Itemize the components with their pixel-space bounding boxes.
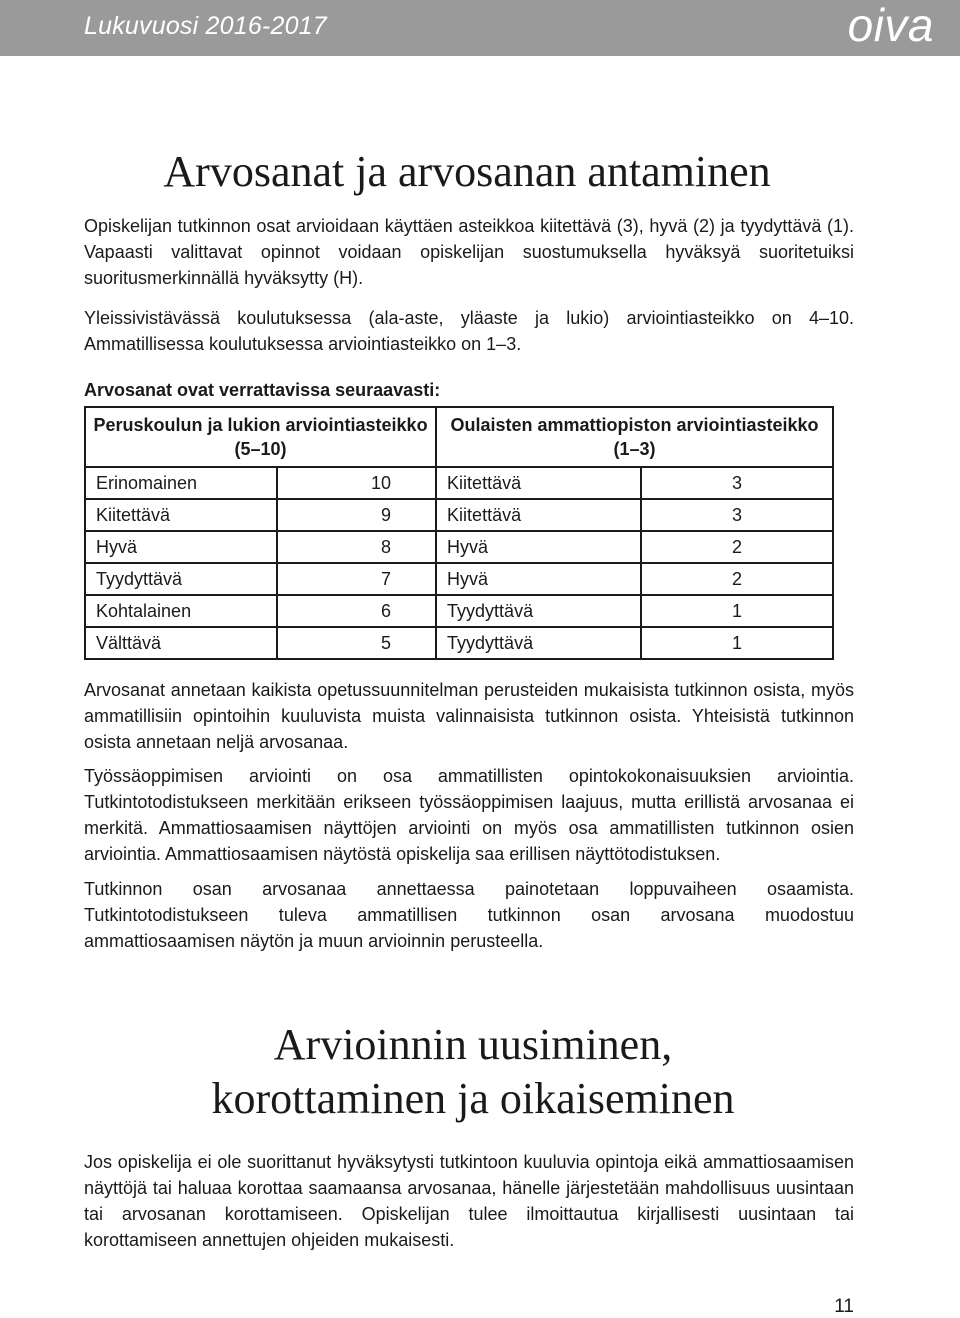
grade-label-vocational: Kiitettävä: [436, 467, 641, 499]
grade-value-vocational: 3: [641, 499, 833, 531]
section-title-reassessment: [0, 1018, 946, 1126]
paragraph-retake: [84, 1149, 854, 1253]
grade-label-basic: Kohtalainen: [85, 595, 277, 627]
table-row: [85, 595, 833, 627]
grade-label-basic: Erinomainen: [85, 467, 277, 499]
page-header: [0, 0, 960, 56]
paragraph-final-grade: [84, 876, 854, 954]
paragraph-text: Jos opiskelija ei ole suorittanut hyväksytysti tutkintoon kuuluvia opintoja eikä ammattiosaamisen näyttöjä tai haluaa korottaa saamaansa arvosanaa, hänelle järjestetään mahdollisuus uusintaan tai arvosanan korottamiseen. Opiskelijan tulee ilmoittautua kirjallisesti uusintaan tai korottamiseen annettujen ohjeiden mukaisesti.: [84, 1152, 854, 1250]
paragraph-text: Arvosanat annetaan kaikista opetussuunnitelman perusteiden mukaisista tutkinnon osista, myös ammatillisiin opintoihin kuuluvista muista valinnaisista tutkinnon osista. Yhteisistä tutkinnon osista annetaan neljä arvosanaa.: [84, 680, 854, 752]
paragraph-general-education-scale: [84, 305, 854, 357]
school-year-label: Lukuvuosi 2016-2017: [84, 12, 327, 40]
table-lead-text: Arvosanat ovat verrattavissa seuraavasti:: [84, 380, 441, 400]
grade-value-basic: 8: [277, 531, 436, 563]
grade-label-vocational: Hyvä: [436, 531, 641, 563]
grade-value-basic: 6: [277, 595, 436, 627]
grade-value-vocational: 3: [641, 467, 833, 499]
grade-label-vocational: Kiitettävä: [436, 499, 641, 531]
header-basic-education-scale: Peruskoulun ja lukion arviointiasteikko (5–10): [85, 407, 436, 467]
table-row: [85, 531, 833, 563]
grade-value-basic: 10: [277, 467, 436, 499]
paragraph-workplace-learning: [84, 763, 854, 867]
grade-label-vocational: Hyvä: [436, 563, 641, 595]
table-row: [85, 563, 833, 595]
table-row: [85, 467, 833, 499]
grade-label-vocational: Tyydyttävä: [436, 595, 641, 627]
table-header-row: [85, 407, 833, 467]
page-number: 11: [834, 1296, 854, 1317]
paragraph-text: Työssäoppimisen arviointi on osa ammatillisten opintokokonaisuuksien arviointia. Tutkintotodistukseen merkitään erikseen työssäoppimisen laajuus, mutta erillistä arvosanaa ei merkitä. Ammattiosaamisen näyttöjen arviointi on myös osa ammatillisten tutkinnon osien arviointia. Ammattiosaamisen näytöstä opiskelija saa erillisen näyttötodistuksen.: [84, 766, 854, 864]
grade-value-basic: 9: [277, 499, 436, 531]
grade-value-vocational: 2: [641, 531, 833, 563]
paragraph-text: Opiskelijan tutkinnon osat arvioidaan käyttäen asteikkoa kiitettävä (3), hyvä (2) ja tyydyttävä (1). Vapaasti valittavat opinnot voidaan opiskelijan suostumuksella hyväksyä suoritetuiksi suoritusmerkinnällä hyväksytty (H).: [84, 216, 854, 288]
title-line: korottaminen ja oikaiseminen: [211, 1074, 735, 1123]
grade-comparison-table: [84, 406, 834, 660]
paragraph-text: Tutkinnon osan arvosanaa annettaessa painotetaan loppuvaiheen osaamista. Tutkintotodistukseen tuleva ammatillisen tutkinnon osan arvosana muodostuu ammattiosaamisen näytön ja muun arvioinnin perusteella.: [84, 879, 854, 951]
table-row: [85, 627, 833, 659]
table-row: [85, 499, 833, 531]
paragraph-text: Yleissivistävässä koulutuksessa (ala-aste, yläaste ja lukio) arviointiasteikko on 4–10. Ammatillisessa koulutuksessa arviointiasteikko on 1–3.: [84, 308, 854, 354]
section-title-grades: Arvosanat ja arvosanan antaminen: [163, 147, 771, 196]
grade-value-vocational: 1: [641, 627, 833, 659]
grade-label-basic: Hyvä: [85, 531, 277, 563]
grade-value-vocational: 2: [641, 563, 833, 595]
grade-label-basic: Kiitettävä: [85, 499, 277, 531]
title-line: Arvioinnin uusiminen,: [273, 1020, 673, 1069]
grade-value-basic: 5: [277, 627, 436, 659]
grade-label-basic: Tyydyttävä: [85, 563, 277, 595]
grade-value-basic: 7: [277, 563, 436, 595]
grade-label-basic: Välttävä: [85, 627, 277, 659]
paragraph-grades-given: [84, 677, 854, 755]
paragraph-grading-scale: [84, 213, 854, 291]
grade-label-vocational: Tyydyttävä: [436, 627, 641, 659]
header-vocational-scale: Oulaisten ammattiopiston arviointiasteikko (1–3): [436, 407, 833, 467]
oiva-logo: oiva: [847, 0, 934, 51]
grade-value-vocational: 1: [641, 595, 833, 627]
